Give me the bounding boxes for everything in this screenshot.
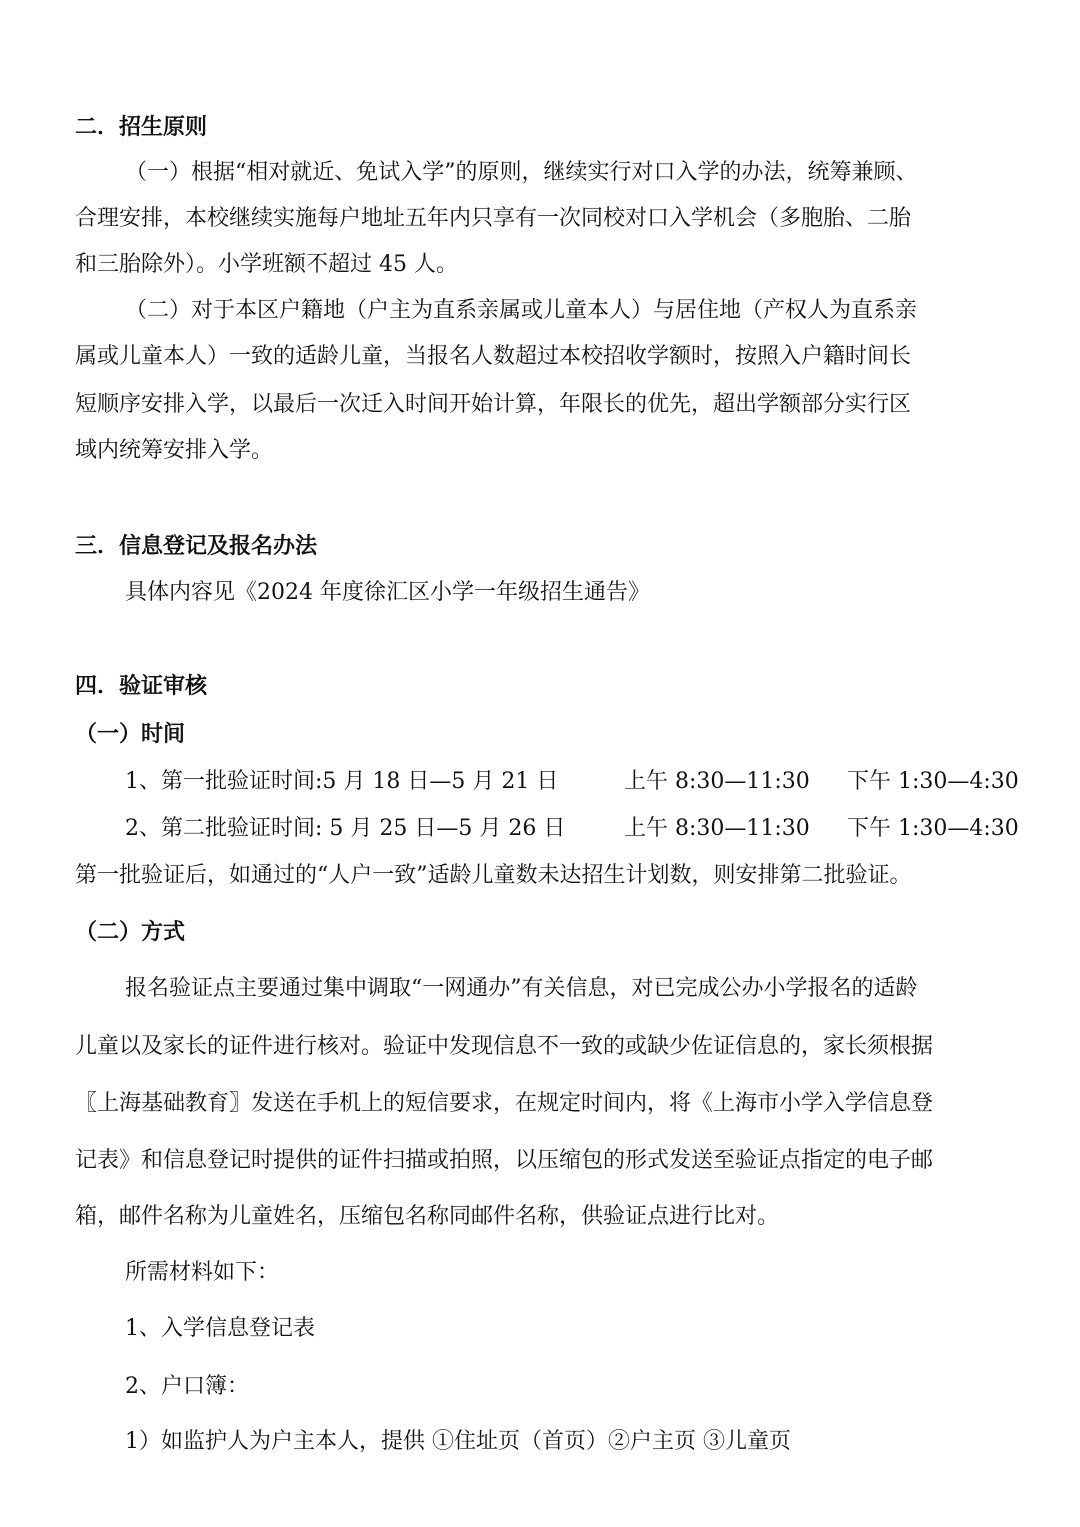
section-3-heading: 三．信息登记及报名办法 <box>75 534 318 559</box>
materials-intro: 所需材料如下： <box>125 1260 280 1285</box>
materials-item-2: 2、户口簿： <box>125 1374 249 1399</box>
section-2-para-1-line-1: （一）根据“相对就近、免试入学”的原则，继续实行对口入学的办法，统筹兼顾、 <box>125 160 918 185</box>
section-4-subheading-method: （二）方式 <box>75 920 186 945</box>
section-2-para-2-line-1: （二）对于本区户籍地（户主为直系亲属或儿童本人）与居住地（产权人为直系亲 <box>125 298 918 323</box>
section-3-body: 具体内容见《2024 年度徐汇区小学一年级招生通告》 <box>125 580 650 605</box>
batch-2-morning: 上午 8:30—11:30 <box>624 816 810 841</box>
method-line-4: 记表》和信息登记时提供的证件扫描或拍照，以压缩包的形式发送至验证点指定的电子邮 <box>75 1148 934 1173</box>
method-line-5: 箱，邮件名称为儿童姓名，压缩包名称同邮件名称，供验证点进行比对。 <box>75 1204 780 1229</box>
materials-item-2-sub-1: 1）如监护人为户主本人，提供 ①住址页（首页）②户主页 ③儿童页 <box>125 1429 791 1454</box>
materials-item-1: 1、入学信息登记表 <box>125 1316 315 1341</box>
section-2-para-1-line-3: 和三胎除外）。小学班额不超过 45 人。 <box>75 252 458 277</box>
batch-1-label: 1、第一批验证时间:5 月 18 日—5 月 21 日 <box>125 769 559 794</box>
section-4-heading: 四．验证审核 <box>75 674 208 699</box>
section-2-para-2-line-4: 域内统筹安排入学。 <box>75 438 274 463</box>
batch-2-afternoon: 下午 1:30—4:30 <box>847 816 1019 841</box>
method-line-1: 报名验证点主要通过集中调取“一网通办”有关信息，对已完成公办小学报名的适龄 <box>125 976 918 1001</box>
section-4-subheading-time: （一）时间 <box>75 722 186 747</box>
section-2-heading: 二．招生原则 <box>75 115 208 140</box>
batch-1-afternoon: 下午 1:30—4:30 <box>847 769 1019 794</box>
section-2-para-1-line-2: 合理安排，本校继续实施每户地址五年内只享有一次同校对口入学机会（多胞胎、二胎 <box>75 206 912 231</box>
batch-2-row <box>125 814 1060 844</box>
section-2-para-2-line-3: 短顺序安排入学，以最后一次迁入时间开始计算，年限长的优先，超出学额部分实行区 <box>75 392 912 417</box>
batch-1-morning: 上午 8:30—11:30 <box>624 769 810 794</box>
batch-2-label: 2、第二批验证时间: 5 月 25 日—5 月 26 日 <box>125 816 566 841</box>
batch-1-row <box>125 767 1060 797</box>
method-line-2: 儿童以及家长的证件进行核对。验证中发现信息不一致的或缺少佐证信息的，家长须根据 <box>75 1034 934 1059</box>
section-2-para-2-line-2: 属或儿童本人）一致的适龄儿童，当报名人数超过本校招收学额时，按照入户籍时间长 <box>75 344 912 369</box>
method-line-3: 〖上海基础教育〗发送在手机上的短信要求，在规定时间内，将《上海市小学入学信息登 <box>75 1091 934 1116</box>
batch-note: 第一批验证后，如通过的“人户一致”适龄儿童数未达招生计划数，则安排第二批验证。 <box>75 863 912 888</box>
